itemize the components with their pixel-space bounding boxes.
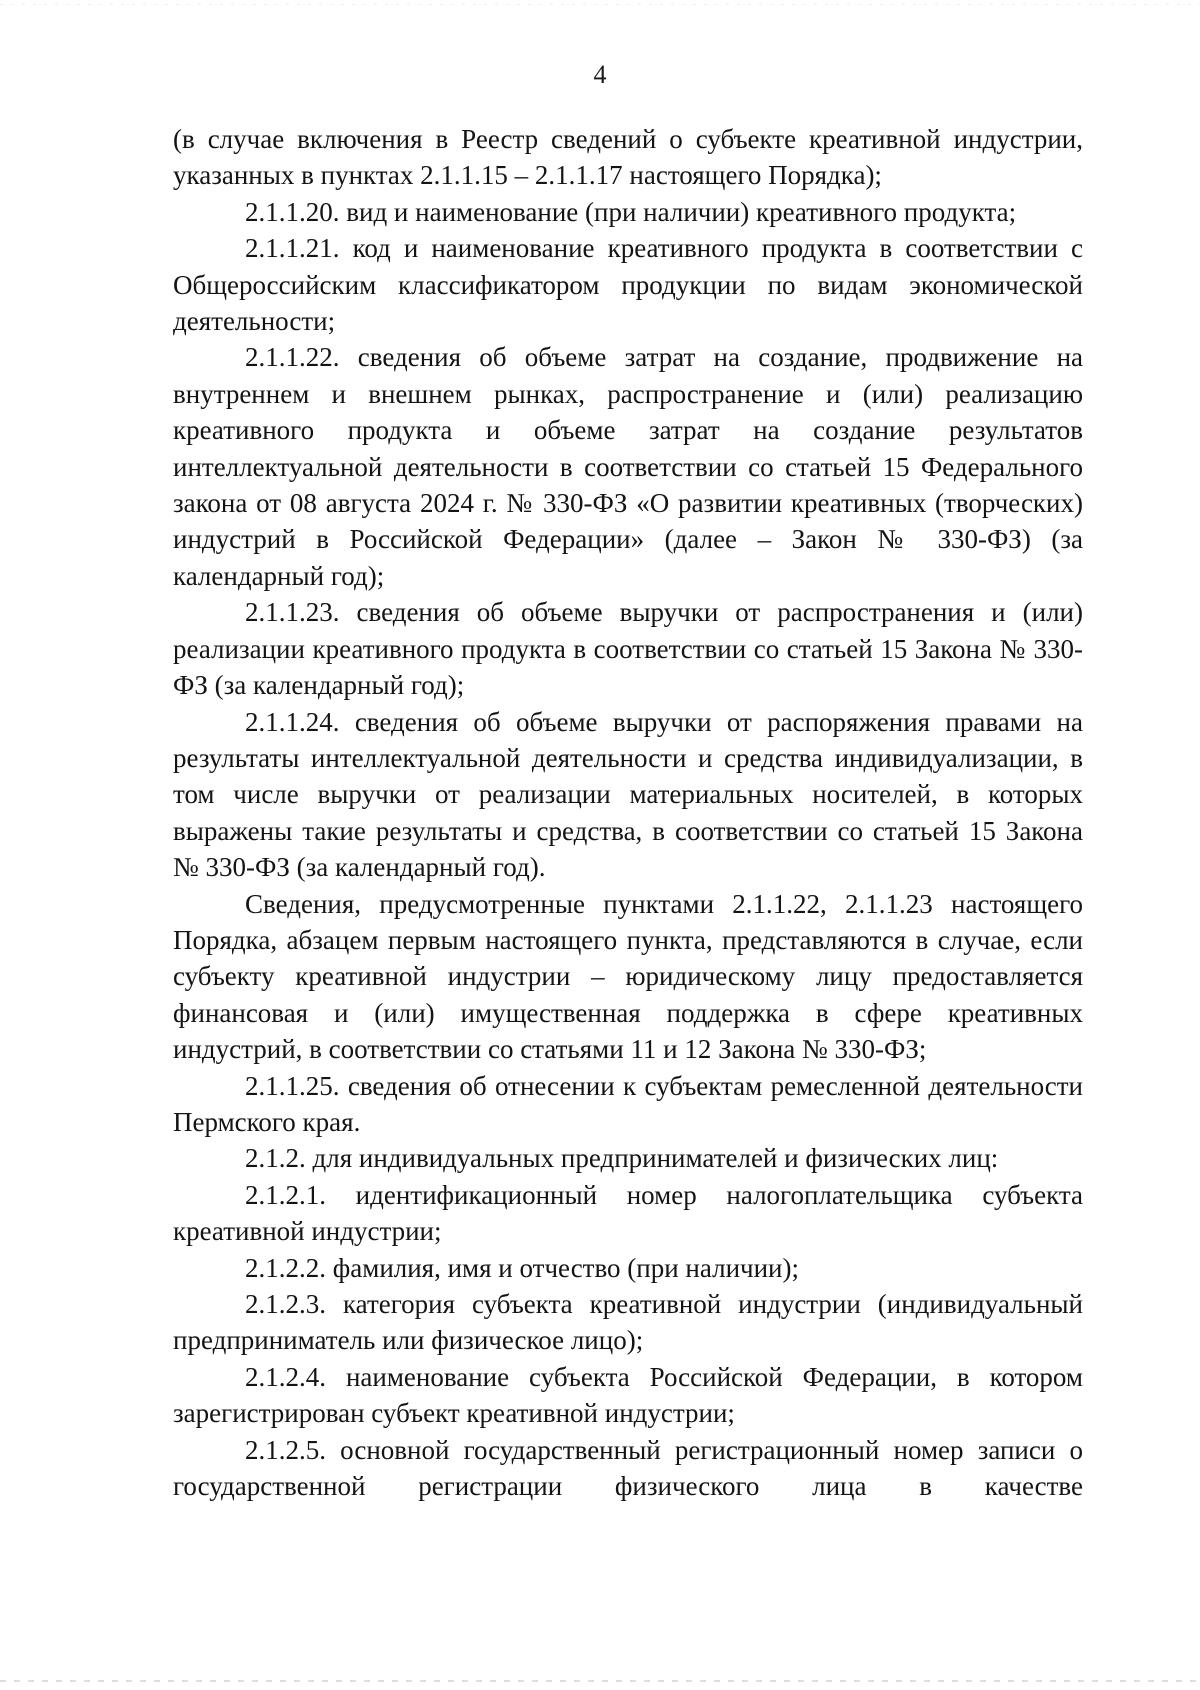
paragraph-item-2-1-2-3: 2.1.2.3. категория субъекта креативной индустрии (индивидуальный предприниматель или физическое лицо); [173, 1289, 1083, 1356]
paragraph-item-2-1-2-1: 2.1.2.1. идентификационный номер налогоплательщика субъекта креативной индустрии; [173, 1179, 1083, 1247]
paragraph-note-svedeniya: Сведения, предусмотренные пунктами 2.1.1.22, 2.1.1.23 настоящего Порядка, абзацем первым настоящего пункта, представляются в случае, если субъекту креативной индустрии – юридическому лицу предоставляется финансовая и (или) имущественная поддержка в сфере креативных индустрий, в соответствии со статьями 11 и 12 Закона № 330-ФЗ; [173, 888, 1083, 1065]
scan-edge-bottom [0, 1680, 1200, 1682]
scan-edge-top [0, 4, 1200, 5]
paragraph-item-2-1-2: 2.1.2. для индивидуальных предпринимателей и физических лиц: [245, 1143, 999, 1174]
paragraph-item-2-1-2-4: 2.1.2.4. наименование субъекта Российской Федерации, в котором зарегистрирован субъект креативной индустрии; [173, 1361, 1083, 1429]
paragraph-item-2-1-1-21: 2.1.1.21. код и наименование креативного продукта в соответствии с Общероссийским классификатором продукции по видам экономической деятельности; [173, 233, 1083, 337]
paragraph-item-2-1-1-23: 2.1.1.23. сведения об объеме выручки от распространения и (или) реализации креативного продукта в соответствии со статьей 15 Закона № 330-ФЗ (за календарный год); [173, 597, 1083, 701]
paragraph-item-2-1-1-20: 2.1.1.20. вид и наименование (при наличии) креативного продукта; [245, 196, 1017, 227]
paragraph-continuation: (в случае включения в Реестр сведений о субъекте креативной индустрии, указанных в пунктах 2.1.1.15 – 2.1.1.17 настоящего Порядка); [173, 124, 1083, 191]
paragraph-item-2-1-2-5: 2.1.2.5. основной государственный регистрационный номер записи о государственной регистрации физического лица в качестве [173, 1434, 1083, 1502]
page-number: 4 [593, 60, 607, 89]
paragraph-item-2-1-1-22: 2.1.1.22. сведения об объеме затрат на создание, продвижение на внутреннем и внешнем рынках, распространение и (или) реализацию креативного продукта и объеме затрат на создание результатов интеллектуальной деятельности в соответствии со статьей 15 Федерального закона от 08 августа 2024 г. № 330-ФЗ «О развитии креативных (творческих) индустрий в Российской Федерации» (далее – Закон № 330-ФЗ) (за календарный год); [173, 342, 1083, 591]
paragraph-item-2-1-2-2: 2.1.2.2. фамилия, имя и отчество (при наличии); [245, 1252, 799, 1283]
paragraph-item-2-1-1-25: 2.1.1.25. сведения об отнесении к субъектам ремесленной деятельности Пермского края. [173, 1070, 1083, 1137]
document-body [173, 121, 1083, 1504]
paragraph-item-2-1-1-24: 2.1.1.24. сведения об объеме выручки от распоряжения правами на результаты интеллектуальной деятельности и средства индивидуализации, в том числе выручки от реализации материальных носителей, в которых выражены такие результаты и средства, в соответствии со статьей 15 Закона № 330-ФЗ (за календарный год). [173, 706, 1083, 883]
